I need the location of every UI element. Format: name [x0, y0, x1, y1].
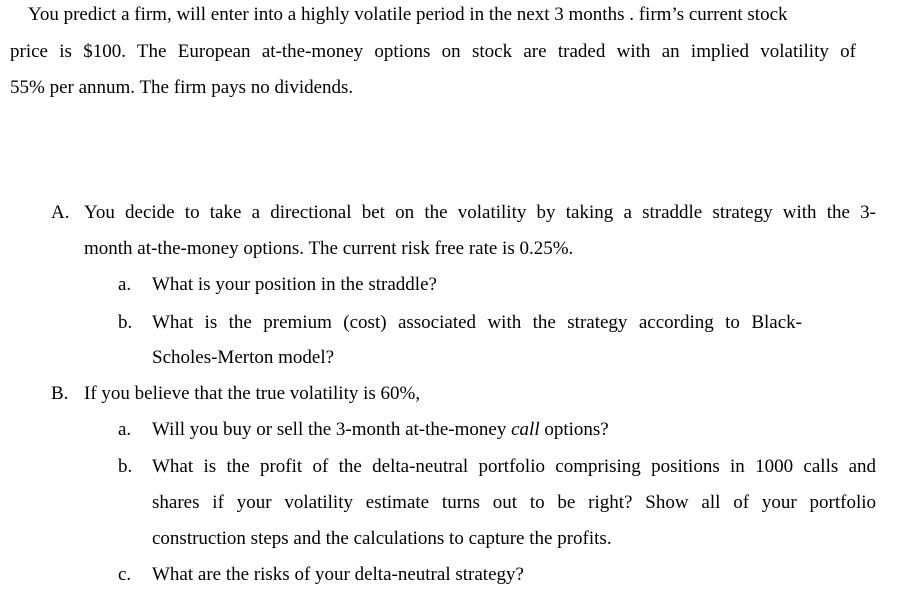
- part-b-item-b-line-1: What is the profit of the delta-neutral portfolio comprising positions in 1000 calls and: [152, 456, 876, 477]
- part-b-item-a-post: options?: [539, 419, 609, 440]
- intro-line-3: 55% per annum. The firm pays no dividends.: [10, 77, 354, 98]
- part-b-item-b-marker: b.: [118, 456, 133, 477]
- part-b-item-a-marker: a.: [118, 419, 132, 440]
- part-b-item-a-emph: call: [511, 419, 540, 440]
- part-b-item-c-marker: c.: [118, 564, 132, 585]
- part-b-item-b-line-2: shares if your volatility estimate turns out to be right? Show all of your portfolio: [152, 492, 876, 513]
- part-b-item-c-text: What are the risks of your delta-neutral strategy?: [152, 564, 524, 585]
- part-a-line-1: You decide to take a directional bet on the volatility by taking a straddle strategy with the 3-: [84, 202, 876, 223]
- part-a-item-a-text: What is your position in the straddle?: [152, 274, 437, 295]
- intro-line-1: You predict a firm, will enter into a highly volatile period in the next 3 months . firm’s current stock: [28, 4, 788, 25]
- part-b-item-a-text: [152, 418, 609, 442]
- part-a-item-b-line-2: Scholes-Merton model?: [152, 347, 335, 368]
- part-b-item-b-line-3: construction steps and the calculations to capture the profits.: [152, 528, 612, 549]
- part-a-item-b-marker: b.: [118, 312, 133, 333]
- part-a-item-b-line-1: What is the premium (cost) associated with the strategy according to Black-: [152, 312, 802, 333]
- part-a-line-2: month at-the-money options. The current risk free rate is 0.25%.: [84, 238, 574, 259]
- part-b-marker: B.: [51, 383, 69, 404]
- part-b-line-1: If you believe that the true volatility is 60%,: [84, 383, 421, 404]
- intro-line-2: price is $100. The European at-the-money options on stock are traded with an implied volatility of: [10, 41, 856, 62]
- part-a-item-a-marker: a.: [118, 274, 132, 295]
- part-b-item-a-pre: Will you buy or sell the 3-month at-the-money: [152, 419, 512, 440]
- part-a-marker: A.: [51, 202, 70, 223]
